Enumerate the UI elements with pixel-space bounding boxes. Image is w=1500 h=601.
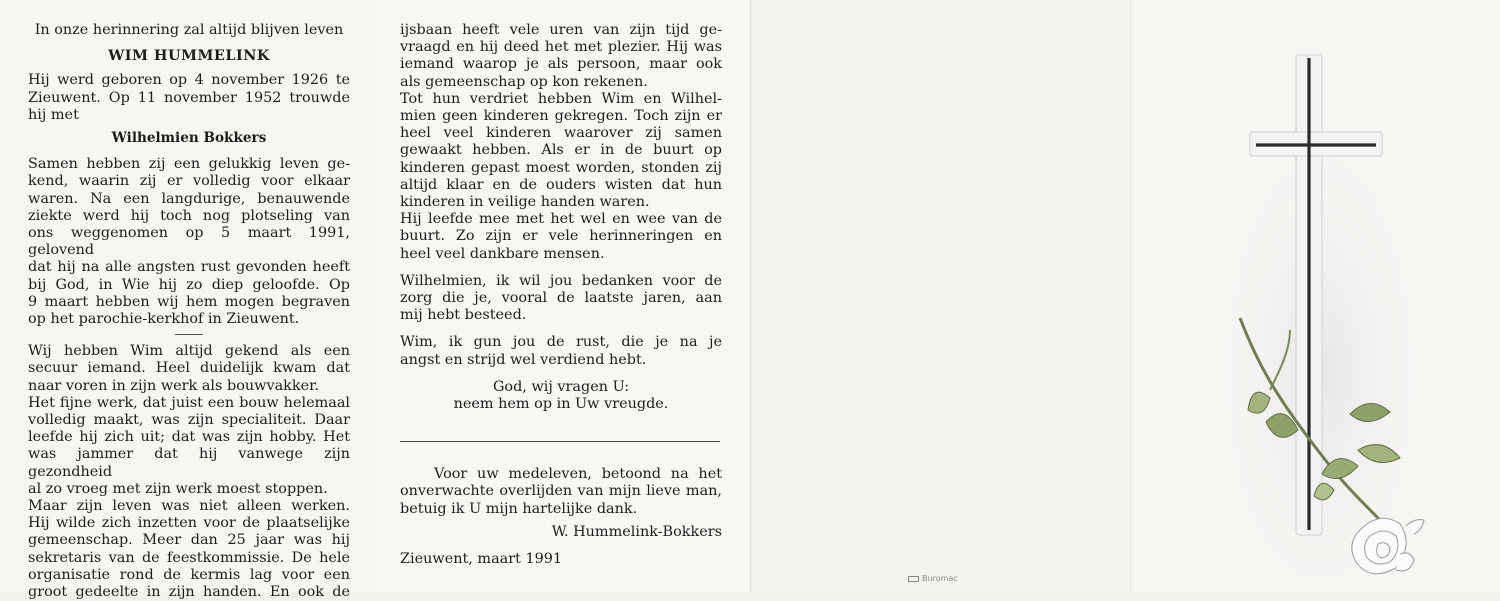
text-line: organisatie rond de kermis lag voor een — [28, 566, 350, 583]
divider-line — [400, 441, 720, 442]
text-line: kinderen gepast moest worden, stonden zij — [400, 159, 722, 176]
text-line: kinderen in veilige handen waren. — [400, 194, 650, 211]
text-line: altijd klaar en de ouders wisten dat hun — [400, 176, 722, 193]
prayer — [400, 379, 722, 413]
card-panel-center-right — [750, 0, 1130, 592]
text-line: op het parochie-kerkhof in Zieuwent. — [28, 311, 300, 328]
text-line: buurt. Zo zijn er vele herinneringen en — [400, 228, 722, 245]
fold-line — [1130, 0, 1131, 592]
text-line: Samen hebben zij een gelukkig leven ge- — [28, 156, 350, 173]
text-line: God, wij vragen U: — [492, 378, 630, 395]
text-line: Wilhelmien, ik wil jou bedanken voor de — [400, 272, 722, 289]
text-line: secuur iemand. Heel duidelijk kwam dat — [28, 360, 350, 377]
text-line: heel veel dankbare mensen. — [400, 245, 605, 262]
text-line: waren. Na een langdurige, benauwende — [28, 190, 350, 207]
birth-paragraph — [28, 72, 350, 124]
text-line: mien geen kinderen gekregen. Toch zijn er — [400, 108, 722, 125]
printer-mark — [908, 574, 958, 583]
text-line: volledig maakt, was zijn specialiteit. Daar — [28, 412, 350, 429]
text-line: Tot hun verdriet hebben Wim en Wilhel- — [400, 90, 722, 107]
text-line: Voor uw medeleven, betoond na het — [434, 466, 722, 483]
text-line: heel veel kinderen waarover zij samen — [400, 125, 722, 142]
text-line: betuig ik U mijn hartelijke dank. — [400, 500, 638, 517]
text-line: al zo vroeg met zijn werk moest stoppen. — [28, 480, 328, 497]
text-line: als gemeenschap op kon rekenen. — [400, 73, 648, 90]
text-line: vraagd en hij deed het met plezier. Hij was — [400, 39, 722, 56]
text-line: kend, waarin zij er volledig voor elkaar — [28, 173, 350, 190]
spouse-name: Wilhelmien Bokkers — [111, 130, 267, 147]
section-divider — [175, 334, 203, 335]
text-line: Hij leefde mee met het wel en wee van de — [400, 211, 722, 228]
memorial-text-right — [400, 22, 722, 568]
cross-and-rose-artwork — [1230, 50, 1430, 590]
signature: W. Hummelink-Bokkers — [551, 523, 722, 540]
text-line: Maar zijn leven was niet alleen werken. — [28, 498, 350, 515]
text-line: Het fijne werk, dat juist een bouw helemaal — [28, 394, 350, 411]
deceased-name: WIM HUMMELINK — [108, 47, 270, 65]
intro-line: In onze herinnering zal altijd blijven leven — [34, 22, 344, 38]
text-line: neem hem op in Uw vreugde. — [453, 396, 669, 413]
text-line: mij hebt besteed. — [400, 307, 527, 324]
text-line: onverwachte overlijden van mijn lieve man, — [400, 483, 722, 500]
text-line: Hij wilde zich inzetten voor de plaatselijke — [28, 515, 350, 532]
place-date: Zieuwent, maart 1991 — [400, 551, 563, 568]
paragraph — [400, 334, 722, 368]
paragraph — [28, 343, 350, 498]
text-line: Zieuwent. Op 11 november 1952 trouwde — [28, 89, 350, 106]
paragraph — [400, 273, 722, 325]
text-line: gewaakt hebben. Als er in de buurt op — [400, 142, 722, 159]
text-line: groot gedeelte in zijn handen. En ook de — [28, 584, 350, 601]
text-line: angst en strijd wel verdiend hebt. — [400, 351, 647, 368]
text-line: was jammer dat hij vanwege zijn gezondheid — [28, 446, 350, 480]
text-line: leefde hij zich uit; dat was zijn hobby. Het — [28, 429, 350, 446]
memorial-text-left — [28, 22, 350, 601]
text-line: naar voren in zijn werk als bouwvakker. — [28, 377, 319, 394]
text-line: dat hij na alle angsten rust gevonden heeft — [28, 259, 350, 276]
paragraph — [400, 22, 722, 91]
printer-logo-icon — [908, 576, 919, 582]
text-line: bij God, in Wie hij zo diep geloofde. Op — [28, 276, 350, 293]
paragraph — [400, 91, 722, 211]
text-line: iemand waarop je als persoon, maar ook — [400, 56, 722, 73]
text-line: gemeenschap. Meer dan 25 jaar was hij — [28, 532, 350, 549]
paragraph — [28, 156, 350, 328]
text-line: ziekte werd hij toch nog plotseling van — [28, 207, 350, 224]
text-line: ijsbaan heeft vele uren van zijn tijd ge- — [400, 22, 722, 38]
printer-name: Buromac — [922, 574, 958, 583]
text-line: sekretaris van de feestkommissie. De hele — [28, 549, 350, 566]
text-line: zorg die je, vooral de laatste jaren, aan — [400, 290, 722, 307]
paragraph — [28, 498, 350, 601]
fold-line — [750, 0, 751, 592]
text-line: Wij hebben Wim altijd gekend als een — [28, 343, 350, 360]
text-line: Wim, ik gun jou de rust, die je na je — [400, 334, 722, 351]
thanks-paragraph — [400, 466, 722, 518]
text-line: hij met — [28, 106, 79, 123]
text-line: ons weggenomen op 5 maart 1991, gelovend — [28, 225, 350, 259]
text-line: 9 maart hebben wij hem mogen begraven — [28, 293, 350, 310]
text-line: Hij werd geboren op 4 november 1926 te — [28, 72, 350, 89]
paragraph — [400, 211, 722, 263]
